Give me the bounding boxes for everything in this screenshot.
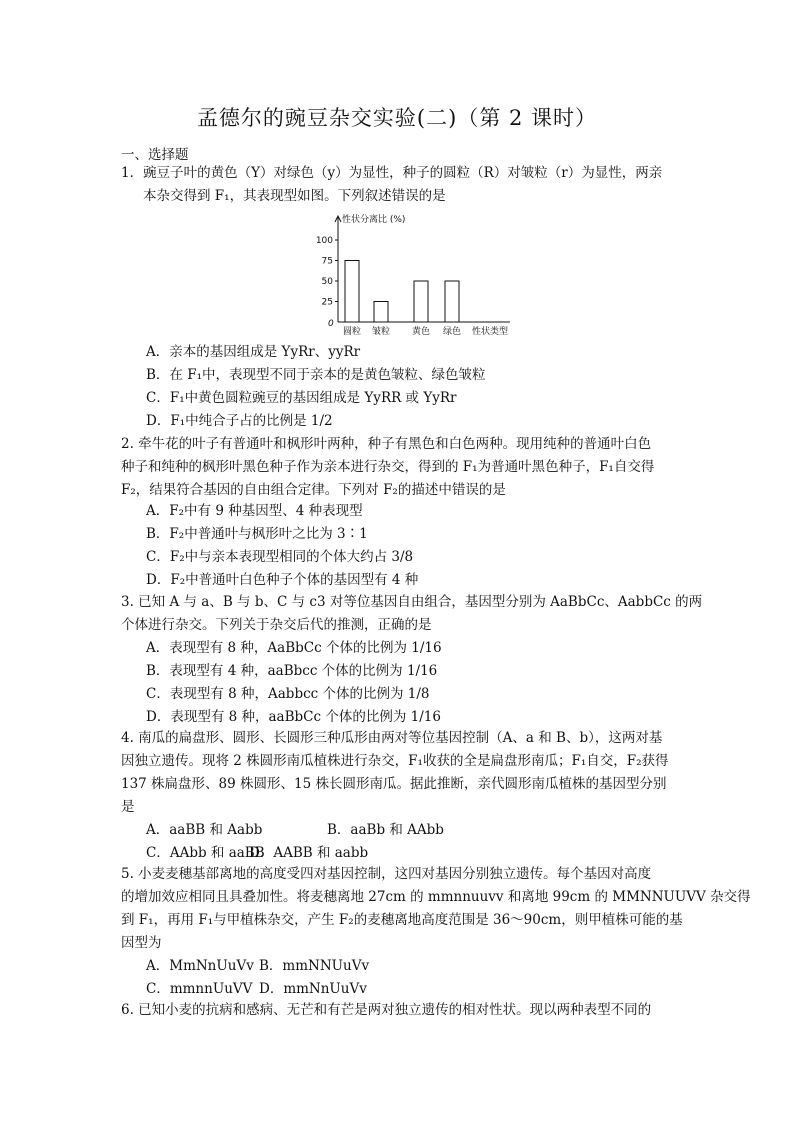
question-5-option-b: B．mmNNUuVv	[259, 958, 370, 974]
chart-bar	[374, 302, 388, 323]
question-1-stem: 1．豌豆子叶的黄色（Y）对绿色（y）为显性，种子的圆粒（R）对皱粒（r）为显性，两亲	[121, 165, 663, 181]
chart-bar	[345, 261, 359, 323]
question-2-option-b: B．F₂中普通叶与枫形叶之比为 3∶1	[146, 526, 368, 542]
question-2-option-a: A．F₂中有 9 种基因型、4 种表现型	[146, 503, 363, 519]
question-6-stem: 6. 已知小麦的抗病和感病、无芒和有芒是两对独立遗传的相对性状。现以两种表型不同的	[121, 1002, 652, 1018]
page-title: 孟德尔的豌豆杂交实验(二)（第 2 课时）	[196, 106, 598, 130]
chart-x-tick-label: 黄色	[411, 327, 431, 337]
question-2-stem: 2. 牵牛花的叶子有普通叶和枫形叶两种，种子有黑色和白色两种。现用纯种的普通叶白色	[121, 436, 652, 452]
chart-x-axis-label: 性状类型	[471, 327, 509, 337]
question-5-stem-cont-3: 因型为	[121, 935, 162, 951]
question-3-option-a: A．表现型有 8 种，AaBbCc 个体的比例为 1/16	[146, 640, 442, 656]
question-5-stem-cont-1: 的增加效应相同且具叠加性。将麦穗离地 27cm 的 mmnnuuvv 和离地 99cm 的 MMNNUUVV 杂交得	[121, 889, 751, 905]
question-5-stem: 5. 小麦麦穗基部离地的高度受四对基因控制，这四对基因分别独立遗传。每个基因对高度	[121, 866, 652, 882]
chart-y-tick-label: 100	[315, 236, 333, 246]
chart-bar	[445, 281, 459, 322]
question-1-option-b: B．在 F₁中，表现型不同于亲本的是黄色皱粒、绿色皱粒	[146, 367, 486, 383]
chart-x-tick-label: 皱粒	[371, 327, 391, 337]
question-5-option-a: A．MmNnUuVv	[146, 958, 254, 974]
question-2-option-d: D．F₂中普通叶白色种子个体的基因型有 4 种	[146, 572, 419, 588]
question-2-option-c: C．F₂中与亲本表现型相同的个体大约占 3/8	[146, 549, 414, 565]
question-1-option-a: A．亲本的基因组成是 YyRr、yyRr	[146, 344, 361, 360]
question-3-option-c: C．表现型有 8 种，Aabbcc 个体的比例为 1/8	[146, 686, 430, 702]
chart-origin-label: 0	[328, 319, 334, 329]
question-3-stem-cont: 个体进行杂交。下列关于杂交后代的推测，正确的是	[121, 617, 432, 633]
chart-y-tick-label: 75	[321, 256, 333, 267]
question-1-stem-cont: 本杂交得到 F₁，其表现型如图。下列叙述错误的是	[143, 188, 446, 204]
question-2-stem-cont-1: 种子和纯种的枫形叶黑色种子作为亲本进行杂交，得到的 F₁为普通叶黑色种子，F₁自交得	[121, 459, 655, 475]
question-4-stem: 4. 南瓜的扁盘形、圆形、长圆形三种瓜形由两对等位基因控制（A、a 和 B、b），这两对基	[121, 730, 663, 746]
chart-bar	[414, 281, 428, 322]
question-4-option-c: C．AAbb 和 aaBB	[146, 845, 265, 861]
question-3-option-b: B．表现型有 4 种，aaBbcc 个体的比例为 1/16	[146, 663, 438, 679]
question-1-option-d: D．F₁中纯合子占的比例是 1/2	[146, 413, 333, 429]
section-heading: 一、选择题	[121, 147, 189, 163]
chart-x-tick-label: 绿色	[442, 327, 462, 337]
chart-y-axis-label: 性状分离比 (%)	[342, 215, 406, 225]
question-4-option-b: B．aaBb 和 AAbb	[327, 822, 444, 838]
question-4-stem-cont-1: 因独立遗传。现将 2 株圆形南瓜植株进行杂交，F₁收获的全是扁盘形南瓜；F₁自交，F₂获得	[121, 753, 669, 769]
chart-y-tick-label: 50	[321, 277, 333, 287]
question-4-stem-cont-3: 是	[121, 799, 135, 815]
question-3-option-d: D．表现型有 8 种，aaBbCc 个体的比例为 1/16	[146, 709, 441, 725]
question-2-stem-cont-2: F₂，结果符合基因的自由组合定律。下列对 F₂的描述中错误的是	[121, 482, 506, 498]
chart-y-tick-label: 25	[321, 297, 333, 308]
question-5-option-c: C．mmnnUuVV	[146, 981, 253, 997]
question-1-option-c: C．F₁中黄色圆粒豌豆的基因组成是 YyRR 或 YyRr	[146, 390, 457, 406]
question-3-stem: 3. 已知 A 与 a、B 与 b、C 与 c3 对等位基因自由组合，基因型分别为 AaBbCc、AabbCc 的两	[121, 594, 703, 610]
question-4-stem-cont-2: 137 株扁盘形、89 株圆形、15 株长圆形南瓜。据此推断，亲代圆形南瓜植株的基因型分别	[121, 776, 667, 792]
question-5-stem-cont-2: 到 F₁，再用 F₁与甲植株杂交，产生 F₂的麦穗离地高度范围是 36～90cm，则甲植株可能的基	[121, 912, 683, 928]
phenotype-ratio-chart	[304, 208, 524, 340]
question-4-option-a: A．aaBB 和 Aabb	[146, 822, 263, 838]
question-5-option-d: D．mmNnUuVv	[259, 981, 367, 997]
question-4-option-d: D．AABB 和 aabb	[249, 845, 369, 861]
chart-x-tick-label: 圆粒	[342, 327, 362, 337]
